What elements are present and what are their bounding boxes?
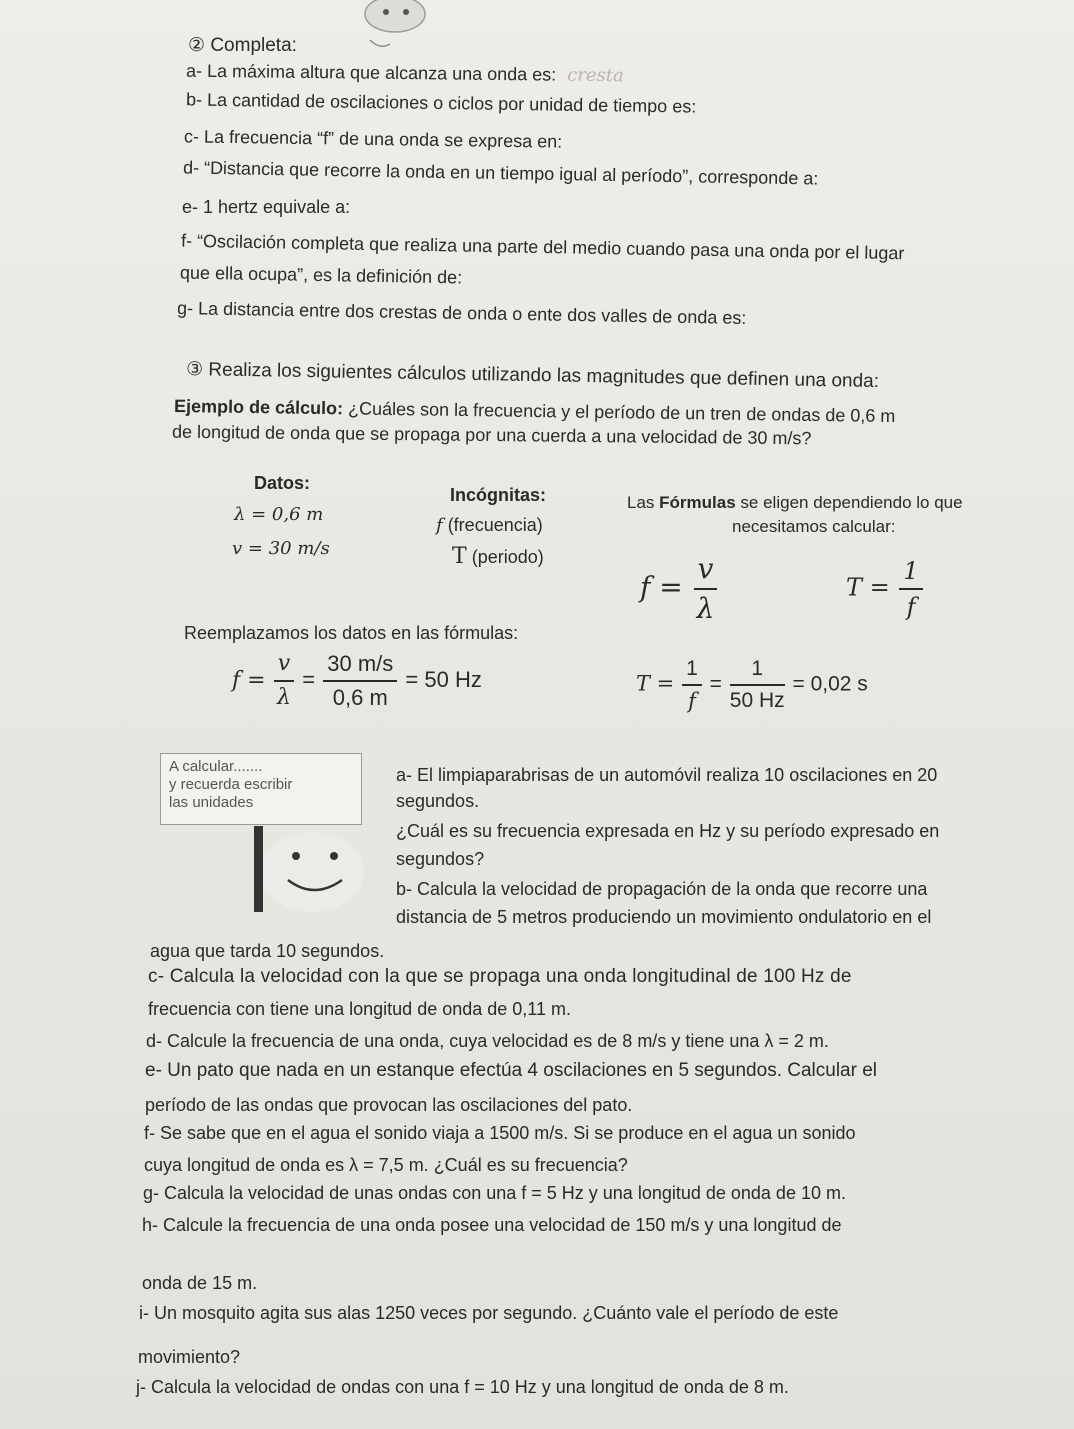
cartoon-character-icon <box>340 0 450 60</box>
exercise-a-line1: a- El limpiaparabrisas de un automóvil realiza 10 oscilaciones en 20 <box>396 765 938 785</box>
note-line2: y recuerda escribir <box>169 776 293 793</box>
formula-frequency: f = $\frac{v}{\lambda}$ <box>640 552 719 626</box>
handwritten-answer: cresta <box>567 64 624 87</box>
exercise-c-line2: frecuencia con tiene una longitud de onda de 0,11 m. <box>148 999 571 1019</box>
calc-frequency: f = $\frac{v}{\lambda}$ = $\frac{30 m/s}{0,6 m}$ = 50 Hz <box>232 651 482 710</box>
exercise-f-line2: cuya longitud de onda es λ = 7,5 m. ¿Cuál es su frecuencia? <box>144 1155 628 1175</box>
example-line2: de longitud de onda que se propaga por una cuerda a una velocidad de 30 m/s? <box>171 421 812 449</box>
exercise-d-line1: d- Calcule la frecuencia de una onda, cuya velocidad es de 8 m/s y tiene una λ = 2 m. <box>146 1031 829 1051</box>
exercise-b-line2: distancia de 5 metros produciendo un movimiento ondulatorio en el <box>396 907 932 927</box>
calc-period: T = $\frac{1}{f}$ = $\frac{1}{50 Hz}$ = 0,02 s <box>636 657 868 713</box>
question-c: c- La frecuencia “f” de una onda se expresa en: <box>183 126 563 152</box>
exercise-a-line3: ¿Cuál es su frecuencia expresada en Hz y su período expresado en <box>396 821 940 841</box>
section3-heading: ③ Realiza los siguientes cálculos utilizando las magnitudes que definen una onda: <box>185 358 880 393</box>
exercise-f-line1: f- Se sabe que en el agua el sonido viaja a 1500 m/s. Si se produce en el agua un sonido <box>144 1123 856 1143</box>
reemplazamos-text: Reemplazamos los datos en las fórmulas: <box>184 623 519 643</box>
note-line1: A calcular....... <box>169 758 263 775</box>
exercise-b-line1: b- Calcula la velocidad de propagación de la onda que recorre una <box>396 879 928 899</box>
dato-lambda: λ = 0,6 m <box>234 504 324 525</box>
dato-velocity: v = 30 m/s <box>232 538 330 559</box>
smiley-face-icon <box>250 822 370 918</box>
incognita-f: f (frecuencia) <box>436 515 543 536</box>
formulas-note-line2: necesitamos calcular: <box>732 517 896 536</box>
incognitas-label: Incógnitas: <box>450 485 547 505</box>
formulas-note-line1: Las Fórmulas se eligen dependiendo lo que <box>627 493 963 512</box>
question-e: e- 1 hertz equivale a: <box>182 197 351 217</box>
exercise-i-line1: i- Un mosquito agita sus alas 1250 veces por segundo. ¿Cuánto vale el período de este <box>139 1303 839 1323</box>
exercise-e-line2: período de las ondas que provocan las oscilaciones del pato. <box>145 1095 633 1115</box>
example-line1: Ejemplo de cálculo: ¿Cuáles son la frecuencia y el período de un tren de ondas de 0,6 m <box>173 395 896 427</box>
section2-number: ② <box>188 35 206 56</box>
question-g: g- La distancia entre dos crestas de onda o ente dos valles de onda es: <box>176 298 747 328</box>
exercise-h-line1: h- Calcule la frecuencia de una onda posee una velocidad de 150 m/s y una longitud de <box>142 1215 842 1235</box>
note-box <box>160 753 362 825</box>
question-f-line2: que ella ocupa”, es la definición de: <box>179 262 463 288</box>
question-d: d- “Distancia que recorre la onda en un tiempo igual al período”, corresponde a: <box>182 157 819 189</box>
question-f-line1: f- “Oscilación completa que realiza una parte del medio cuando pasa una onda por el lugar <box>180 230 905 264</box>
question-b: b- La cantidad de oscilaciones o ciclos por unidad de tiempo es: <box>185 89 697 117</box>
section2-heading: ② Completa: <box>188 35 297 56</box>
example-label: Ejemplo de cálculo: <box>173 395 344 419</box>
exercise-e-line1: e- Un pato que nada en un estanque efectúa 4 oscilaciones en 5 segundos. Calcular el <box>145 1060 878 1081</box>
section3-number: ③ <box>185 358 204 381</box>
exercise-a-line4: segundos? <box>396 849 485 869</box>
exercise-i-line2: movimiento? <box>138 1347 241 1367</box>
note-line3: las unidades <box>169 794 254 811</box>
exercise-a-line2: segundos. <box>396 791 480 811</box>
question-a: a- La máxima altura que alcanza una onda es: cresta <box>185 60 624 87</box>
formula-period: T = $\frac{1}{f}$ <box>846 556 925 622</box>
incognita-t: T (periodo) <box>452 544 544 569</box>
exercise-g-line1: g- Calcula la velocidad de unas ondas con una f = 5 Hz y una longitud de onda de 10 m. <box>143 1183 846 1203</box>
exercise-b-line3: agua que tarda 10 segundos. <box>150 941 385 961</box>
exercise-c-line1: c- Calcula la velocidad con la que se propaga una onda longitudinal de 100 Hz de <box>148 966 852 987</box>
datos-label: Datos: <box>254 473 311 493</box>
exercise-j-line1: j- Calcula la velocidad de ondas con una f = 10 Hz y una longitud de onda de 8 m. <box>136 1377 789 1397</box>
exercise-h-line2: onda de 15 m. <box>142 1273 258 1293</box>
